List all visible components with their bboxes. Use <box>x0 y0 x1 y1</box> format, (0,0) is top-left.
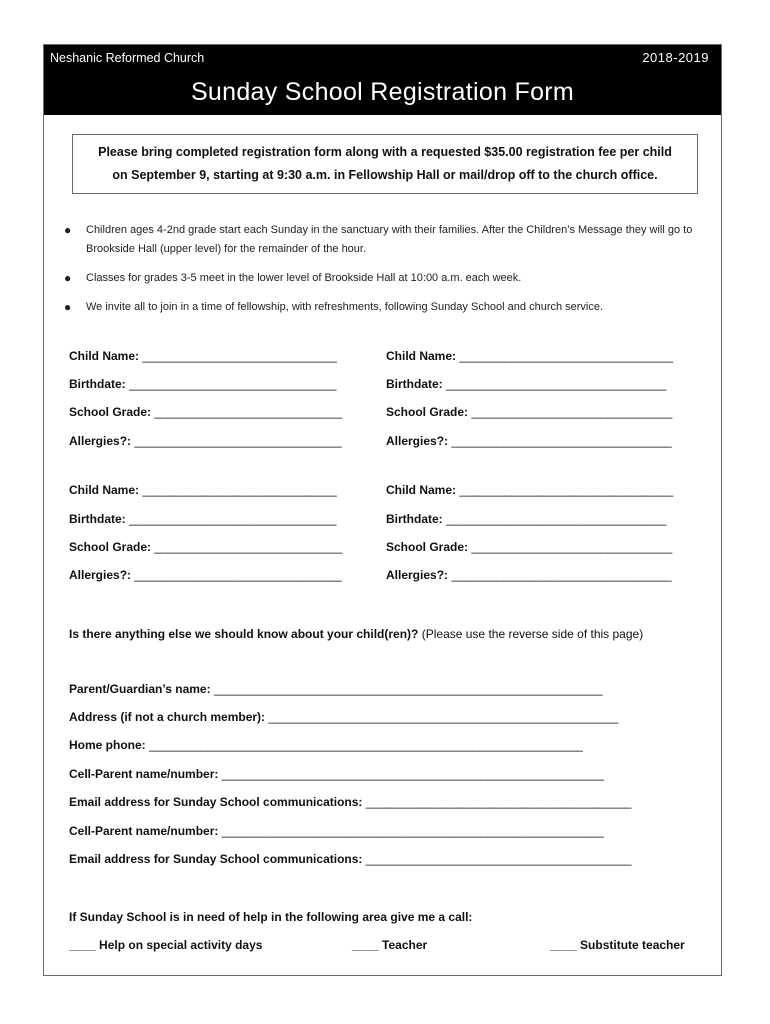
child-3-allergies-field[interactable]: Allergies?: ________________________________ <box>69 568 342 582</box>
child-4-allergies-field[interactable]: Allergies?: __________________________________ <box>386 568 672 582</box>
child-1-grade-label: School Grade: <box>69 405 152 419</box>
guardian-name-label: Parent/Guardian’s name: <box>69 682 211 696</box>
child-4-name-label: Child Name: <box>386 483 457 497</box>
child-1-allergies-field[interactable]: Allergies?: ________________________________ <box>69 434 342 448</box>
child-2-allergies-label: Allergies?: <box>386 434 449 448</box>
email-1-field[interactable]: Email address for Sunday School communications: _________________________________________ <box>69 795 632 809</box>
child-4-birthdate-label: Birthdate: <box>386 512 443 526</box>
school-year: 2018-2019 <box>642 50 709 65</box>
child-3-grade-field[interactable]: School Grade: _____________________________ <box>69 540 343 554</box>
info-bullet-list <box>64 221 714 327</box>
child-2-birthdate-field[interactable]: Birthdate: __________________________________ <box>386 377 667 391</box>
cell-parent-1-label: Cell-Parent name/number: <box>69 767 219 781</box>
question-note: (Please use the reverse side of this page) <box>421 627 644 641</box>
child-1-birthdate-label: Birthdate: <box>69 377 126 391</box>
child-3-birthdate-field[interactable]: Birthdate: ________________________________ <box>69 512 337 526</box>
bullet-text: Children ages 4-2nd grade start each Sunday in the sanctuary with their families. After the Children’s Message they will go to Brookside Hall (upper level) for the remainder of the hour. <box>86 224 693 255</box>
child-3-allergies-label: Allergies?: <box>69 568 132 582</box>
bullet-icon: ● <box>64 223 72 237</box>
notice-line-2: on September 9, starting at 9:30 a.m. in Fellowship Hall or mail/drop off to the church office. <box>112 168 658 182</box>
email-2-label: Email address for Sunday School communications: <box>69 852 363 866</box>
list-item <box>64 298 714 317</box>
email-2-field[interactable]: Email address for Sunday School communications: _________________________________________ <box>69 852 632 866</box>
question-text: Is there anything else we should know about your child(ren)? <box>69 627 419 641</box>
child-3-name-label: Child Name: <box>69 483 140 497</box>
fee-notice-box <box>72 134 698 194</box>
address-field[interactable]: Address (if not a church member): ______________________________________________________ <box>69 710 618 724</box>
child-2-grade-label: School Grade: <box>386 405 469 419</box>
child-1-name-label: Child Name: <box>69 349 140 363</box>
child-3-birthdate-label: Birthdate: <box>69 512 126 526</box>
bullet-text: Classes for grades 3-5 meet in the lower level of Brookside Hall at 10:00 a.m. each week. <box>86 272 522 284</box>
help-teacher-option[interactable]: ____ Teacher <box>352 938 428 952</box>
home-phone-label: Home phone: <box>69 738 146 752</box>
child-2-allergies-field[interactable]: Allergies?: __________________________________ <box>386 434 672 448</box>
child-4-name-field[interactable]: Child Name: _________________________________ <box>386 483 673 497</box>
child-4-grade-field[interactable]: School Grade: _______________________________ <box>386 540 673 554</box>
header-bar <box>44 45 721 115</box>
child-4-grade-label: School Grade: <box>386 540 469 554</box>
help-substitute-teacher-option[interactable]: ____ Substitute teacher <box>550 938 685 952</box>
bullet-icon: ● <box>64 271 72 285</box>
form-title: Sunday School Registration Form <box>190 78 575 106</box>
child-2-name-field[interactable]: Child Name: _________________________________ <box>386 349 673 363</box>
child-2-birthdate-label: Birthdate: <box>386 377 443 391</box>
bullet-icon: ● <box>64 300 72 314</box>
child-4-allergies-label: Allergies?: <box>386 568 449 582</box>
registration-form-page <box>43 44 722 976</box>
child-2-grade-field[interactable]: School Grade: _______________________________ <box>386 405 673 419</box>
address-label: Address (if not a church member): <box>69 710 266 724</box>
additional-info-question <box>69 627 643 641</box>
help-special-activity-option[interactable]: ____ Help on special activity days <box>69 938 263 952</box>
bullet-text: We invite all to join in a time of fellowship, with refreshments, following Sunday School and church service. <box>86 301 604 313</box>
cell-parent-2-label: Cell-Parent name/number: <box>69 824 219 838</box>
child-1-allergies-label: Allergies?: <box>69 434 132 448</box>
email-1-label: Email address for Sunday School communications: <box>69 795 363 809</box>
cell-parent-1-field[interactable]: Cell-Parent name/number: ___________________________________________________________ <box>69 767 604 781</box>
cell-parent-2-field[interactable]: Cell-Parent name/number: ___________________________________________________________ <box>69 824 604 838</box>
child-4-birthdate-field[interactable]: Birthdate: __________________________________ <box>386 512 667 526</box>
notice-line-1: Please bring completed registration form along with a requested $35.00 registration fee per child <box>98 145 672 159</box>
child-2-name-label: Child Name: <box>386 349 457 363</box>
list-item <box>64 221 714 259</box>
child-1-grade-field[interactable]: School Grade: _____________________________ <box>69 405 343 419</box>
child-1-birthdate-field[interactable]: Birthdate: ________________________________ <box>69 377 337 391</box>
list-item <box>64 269 714 288</box>
volunteer-help-title: If Sunday School is in need of help in the following area give me a call: <box>69 910 473 924</box>
child-3-name-field[interactable]: Child Name: ______________________________ <box>69 483 337 497</box>
org-name: Neshanic Reformed Church <box>50 51 205 65</box>
guardian-name-field[interactable]: Parent/Guardian’s name: ____________________________________________________________ <box>69 682 603 696</box>
child-1-name-field[interactable]: Child Name: ______________________________ <box>69 349 337 363</box>
child-3-grade-label: School Grade: <box>69 540 152 554</box>
home-phone-field[interactable]: Home phone: ___________________________________________________________________ <box>69 738 583 752</box>
